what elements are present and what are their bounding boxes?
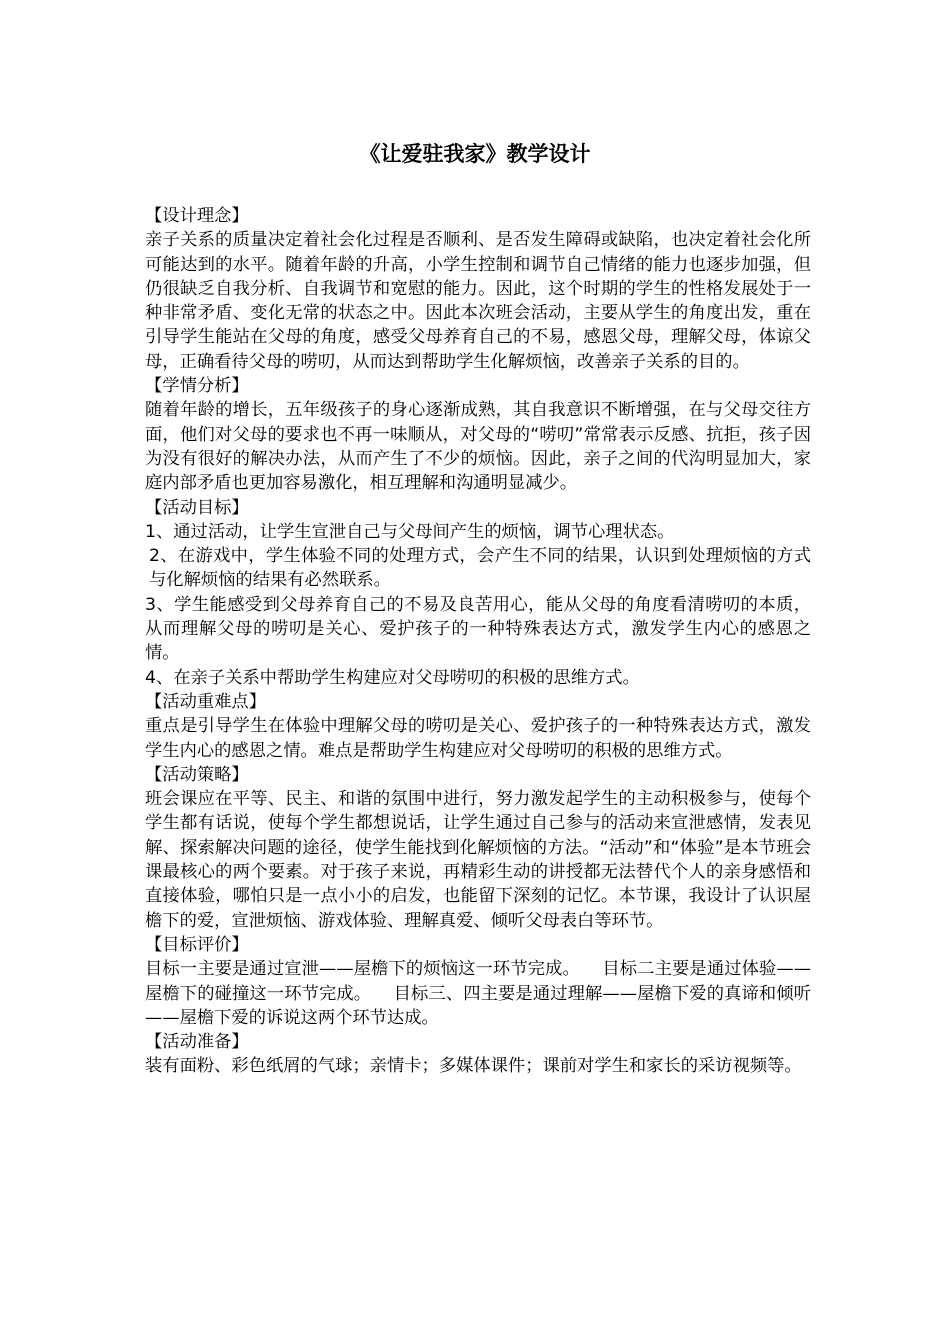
section-text: 随着年龄的增长，五年级孩子的身心逐渐成熟，其自我意识不断增强，在与父母交往方面，他们对父母的要求也不再一味顺从，对父母的“唠叨”常常表示反感、抗拒，孩子因为没有很好的解决办法，从而产生了不少的烦恼。因此，亲子之间的代沟明显加大，家庭内部矛盾也更加容易激化，相互理解和沟通明显减少。 <box>145 400 811 494</box>
section-design-concept <box>145 204 811 374</box>
section-key-points <box>145 690 811 763</box>
section-heading: 【活动目标】 <box>145 497 249 518</box>
section-text: 目标一主要是通过宣泄——屋檐下的烦恼这一环节完成。 目标二主要是通过体验——屋檐下的碰撞这一环节完成。 目标三、四主要是通过理解——屋檐下爱的真谛和倾听——屋檐下爱的诉说这两个环节达成。 <box>145 959 811 1028</box>
section-student-analysis <box>145 374 811 495</box>
section-strategy <box>145 763 811 933</box>
goal-item: 2、在游戏中，学生体验不同的处理方式，会产生不同的结果，认识到处理烦恼的方式与化解烦恼的结果有必然联系。 <box>149 546 811 591</box>
section-text: 重点是引导学生在体验中理解父母的唠叨是关心、爱护孩子的一种特殊表达方式，激发学生内心的感恩之情。难点是帮助学生构建应对父母唠叨的积极的思维方式。 <box>145 716 811 761</box>
section-heading: 【目标评价】 <box>145 934 249 955</box>
section-evaluation <box>145 933 811 1030</box>
goal-item: 3、学生能感受到父母养育自己的不易及良苦用心，能从父母的角度看清唠叨的本质，从而理解父母的唠叨是关心、爱护孩子的一种特殊表达方式，激发学生内心的感恩之情。 <box>145 594 811 664</box>
section-text: 班会课应在平等、民主、和谐的氛围中进行，努力激发起学生的主动积极参与，使每个学生都有话说，使每个学生都想说话，让学生通过自己参与的活动来宣泄感情，发表见解、探索解决问题的途径，使学生能找到化解烦恼的方法。“活动”和“体验”是本节班会课最核心的两个要素。对于孩子来说，再精彩生动的讲授都无法替代个人的亲身感悟和直接体验，哪怕只是一点小小的启发，也能留下深刻的记忆。本节课，我设计了认识屋檐下的爱，宣泄烦恼、游戏体验、理解真爱、倾听父母表白等环节。 <box>145 789 811 931</box>
goal-item: 1、通过活动，让学生宣泄自己与父母间产生的烦恼，调节心理状态。 <box>145 521 675 542</box>
section-activity-goals <box>145 496 811 690</box>
section-heading: 【活动策略】 <box>145 764 249 785</box>
section-heading: 【学情分析】 <box>145 376 249 397</box>
section-heading: 【活动准备】 <box>145 1032 249 1053</box>
document-title: 《让爱驻我家》教学设计 <box>359 142 591 166</box>
section-preparation <box>145 1030 811 1079</box>
section-text: 装有面粉、彩色纸屑的气球；亲情卡；多媒体课件；课前对学生和家长的采访视频等。 <box>145 1056 802 1077</box>
section-heading: 【活动重难点】 <box>145 691 266 712</box>
section-heading: 【设计理念】 <box>145 206 249 226</box>
document-body <box>145 204 811 1079</box>
goal-item: 4、在亲子关系中帮助学生构建应对父母唠叨的积极的思维方式。 <box>145 667 640 688</box>
section-text: 亲子关系的质量决定着社会化过程是否顺利、是否发生障碍或缺陷，也决定着社会化所可能达到的水平。随着年龄的升高，小学生控制和调节自己情绪的能力也逐步加强，但仍很缺乏自我分析、自我调节和宽慰的能力。因此，这个时期的学生的性格发展处于一种非常矛盾、变化无常的状态之中。因此本次班会活动，主要从学生的角度出发，重在引导学生能站在父母的角度，感受父母养育自己的不易，感恩父母，理解父母，体谅父母，正确看待父母的唠叨，从而达到帮助学生化解烦恼，改善亲子关系的目的。 <box>145 230 811 372</box>
